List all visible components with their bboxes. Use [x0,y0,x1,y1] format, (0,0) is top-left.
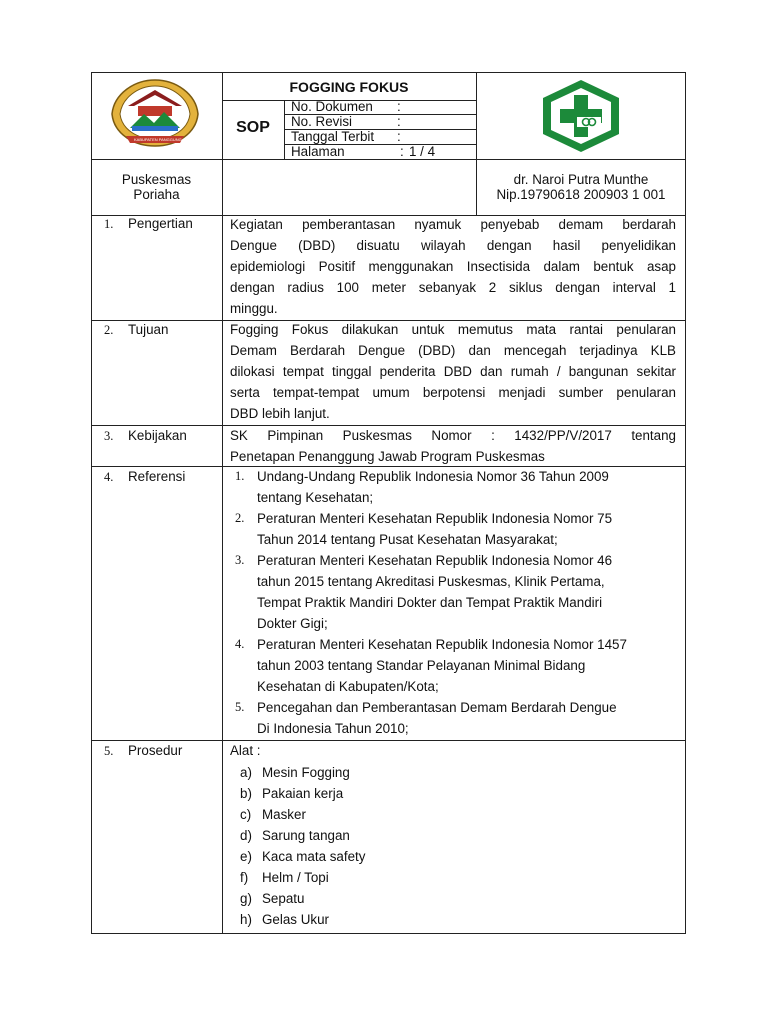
list-item-text: Gelas Ukur [262,912,329,927]
header-divider-left [222,72,223,934]
meta-halaman-sep: : [400,144,404,159]
list-item [230,550,680,571]
list-item-text: Dokter Gigi; [257,616,328,631]
list-item-text: Tempat Praktik Mandiri Dokter dan Tempat Praktik Mandiri [257,595,603,610]
list-item-cont [230,529,680,550]
section-label-pengertian: Pengertian [128,216,193,231]
text-line: serta tempat-tempat umum berpotensi menjadi sumber penularan [230,385,676,400]
text-line: minggu. [230,301,278,316]
district-emblem [106,76,204,150]
section-label-tujuan: Tujuan [128,322,169,337]
meta-halaman-label: Halaman [291,144,345,159]
list-item [230,888,630,909]
list-item-number: 5. [235,700,245,714]
list-item-text: Tahun 2014 tentang Pusat Kesehatan Masyarakat; [257,532,558,547]
list-item-cont [230,592,680,613]
text-line: dengan radius 100 meter sebanyak 2 siklus dengan interval 1 [230,280,676,295]
sop-label: SOP [236,119,270,136]
list-item-letter: h) [240,912,252,927]
list-item [230,867,630,888]
meta-dokumen-label: No. Dokumen [291,99,373,114]
list-item-cont [230,718,680,739]
list-item-text: Helm / Topi [262,870,329,885]
referensi-list [230,466,680,739]
list-item-text: tentang Kesehatan; [257,490,374,505]
list-item [230,783,630,804]
section-number: 3. [104,429,114,443]
list-item-cont [230,613,680,634]
text-line: epidemiologi Positif menggunakan Insectisida dalam bentuk asap [230,259,676,274]
list-item [230,804,630,825]
signer-name: dr. Naroi Putra Munthe [513,172,649,187]
meta-revisi-label: No. Revisi [291,114,353,129]
section-number: 1. [104,217,114,231]
section-number: 4. [104,470,114,484]
text-line: Kegiatan pemberantasan nyamuk penyebab demam berdarah [230,217,676,232]
list-item-letter: e) [240,849,252,864]
emblem-ribbon-text: KABUPATEN PANGGUNG [134,137,182,142]
prosedur-heading: Alat : [230,743,261,758]
list-item-text: Pakaian kerja [262,786,344,801]
alat-list [230,762,630,930]
list-item-number: 1. [235,469,245,483]
list-item-letter: d) [240,828,252,843]
list-item-cont [230,655,680,676]
list-item-number: 3. [235,553,245,567]
puskesmas-logo-icon [540,78,622,154]
list-item [230,909,630,930]
list-item-text: tahun 2015 tentang Akreditasi Puskesmas, Klinik Pertama, [257,574,605,589]
list-item-text: Sepatu [262,891,305,906]
row-rule-4 [91,740,686,741]
list-item-number: 2. [235,511,245,525]
org-name-line1: Puskesmas [121,172,192,187]
list-item-text: Mesin Fogging [262,765,350,780]
section-number: 5. [104,744,114,758]
text-line: Penetapan Penanggung Jawab Program Puskesmas [230,449,545,464]
list-item-text: Di Indonesia Tahun 2010; [257,721,409,736]
document-title: FOGGING FOKUS [289,79,409,95]
signer-nip: Nip.19790618 200903 1 001 [496,187,666,202]
list-item-text: Undang-Undang Republik Indonesia Nomor 36 Tahun 2009 [257,469,609,484]
list-item-letter: g) [240,891,252,906]
section-number: 2. [104,323,114,337]
header-bottom-rule [91,159,686,160]
list-item-letter: a) [240,765,252,780]
text-line: Demam Berdarah Dengue (DBD) dan mencegah terjadinya KLB [230,343,676,358]
list-item-number: 4. [235,637,245,651]
list-item-text: Sarung tangan [262,828,350,843]
list-item [230,508,680,529]
pengertian-text [230,214,676,319]
list-item-letter: b) [240,786,252,801]
kebijakan-text [230,425,676,467]
list-item-text: Masker [262,807,306,822]
list-item [230,466,680,487]
list-item-cont [230,676,680,697]
meta-halaman-value: 1 / 4 [409,144,436,159]
text-line: Dengue (DBD) disuatu wilayah dengan hasil penyelidikan [230,238,676,253]
tujuan-text [230,319,676,424]
list-item-text: Kesehatan di Kabupaten/Kota; [257,679,439,694]
list-item-text: Kaca mata safety [262,849,366,864]
section-label-prosedur: Prosedur [128,743,183,758]
list-item-letter: f) [240,870,249,885]
list-item [230,825,630,846]
puskesmas-logo [540,78,622,154]
org-name-line2: Poriaha [133,187,180,202]
meta-tanggal-label: Tanggal Terbit [291,129,375,144]
list-item-cont [230,487,680,508]
text-line: Fogging Fokus dilakukan untuk memutus mata rantai penularan [230,322,676,337]
list-item [230,697,680,718]
meta-dokumen-sep: : [397,99,401,114]
list-item-text: Peraturan Menteri Kesehatan Republik Indonesia Nomor 46 [257,553,613,568]
text-line: dilokasi tempat tinggal penderita DBD dan rumah / bangunan sekitar [230,364,676,379]
text-line: SK Pimpinan Puskesmas Nomor : 1432/PP/V/2017 tentang [230,428,676,443]
section-label-referensi: Referensi [128,469,186,484]
list-item [230,762,630,783]
meta-revisi-sep: : [397,114,401,129]
list-item [230,846,630,867]
list-item-letter: c) [240,807,252,822]
list-item-cont [230,571,680,592]
list-item-text: Peraturan Menteri Kesehatan Republik Indonesia Nomor 75 [257,511,613,526]
meta-tanggal-sep: : [397,129,401,144]
text-line: DBD lebih lanjut. [230,406,330,421]
list-item-text: tahun 2003 tentang Standar Pelayanan Minimal Bidang [257,658,586,673]
list-item-text: Pencegahan dan Pemberantasan Demam Berdarah Dengue [257,700,617,715]
list-item [230,634,680,655]
section-label-kebijakan: Kebijakan [128,428,187,443]
list-item-text: Peraturan Menteri Kesehatan Republik Indonesia Nomor 1457 [257,637,627,652]
